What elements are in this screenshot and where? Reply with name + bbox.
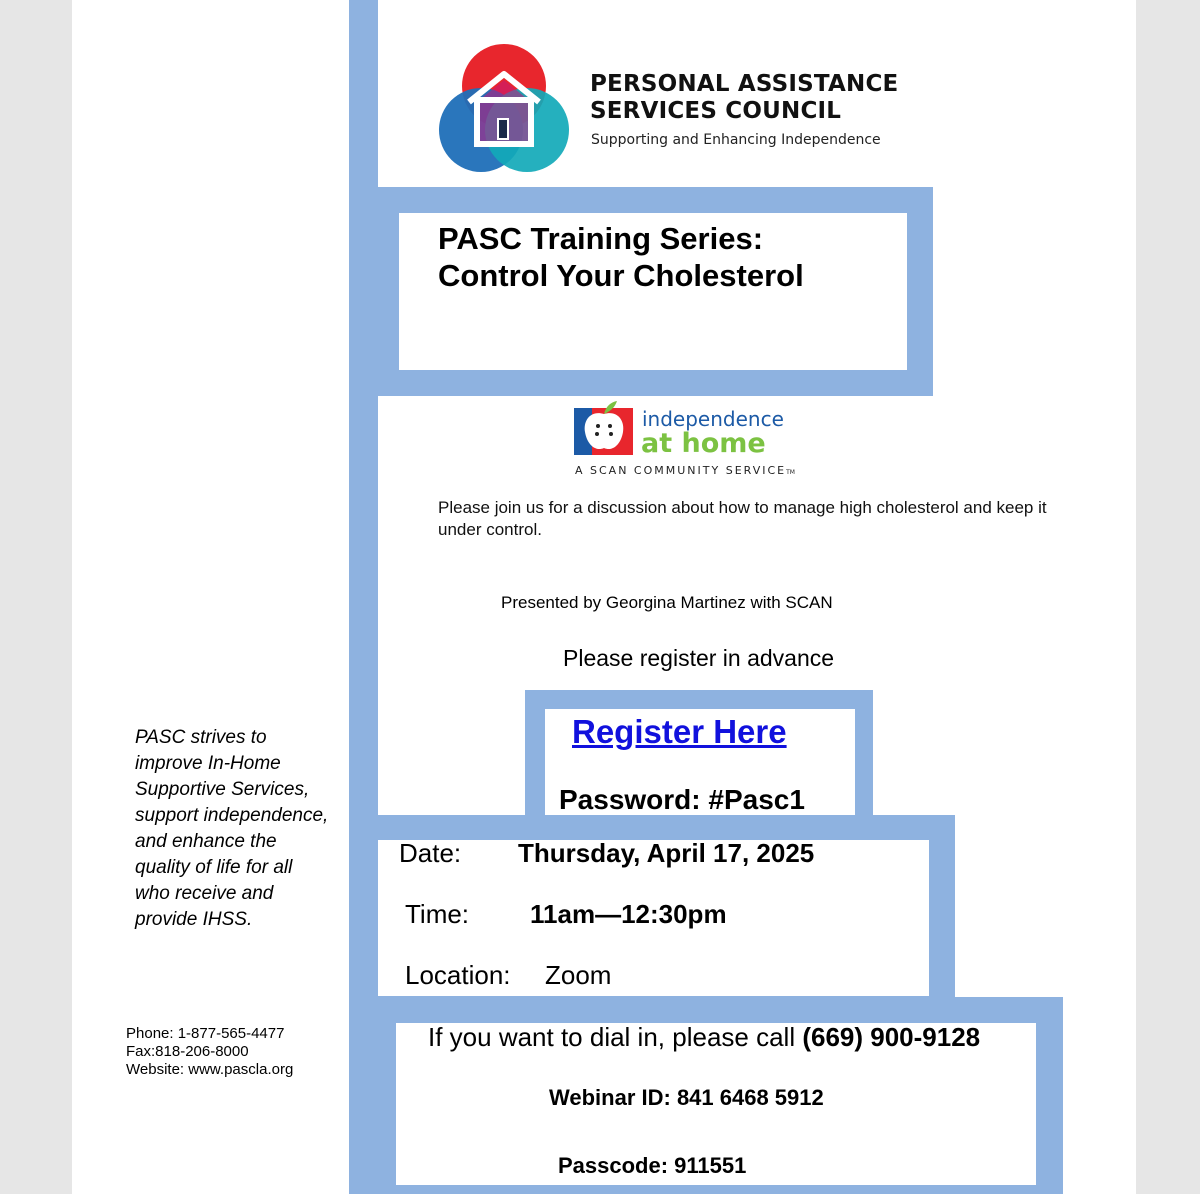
mission-line: and enhance the [135, 831, 277, 852]
contact-fax: Fax:818-206-8000 [126, 1043, 249, 1060]
webinar-id: Webinar ID: 841 6468 5912 [549, 1085, 824, 1110]
independence-at-home-logo [573, 398, 635, 458]
iah-line1: independence [642, 407, 784, 431]
mission-line: support independence, [135, 805, 329, 826]
iah-tm: TM [786, 469, 795, 476]
flyer-page [72, 0, 1136, 1194]
presenter-line: Presented by Georgina Martinez with SCAN [501, 593, 833, 612]
location-label: Location: [405, 960, 511, 990]
contact-phone: Phone: 1-877-565-4477 [126, 1025, 285, 1042]
location-value: Zoom [545, 960, 612, 990]
iah-line2: at home [641, 428, 766, 459]
register-here-link[interactable]: Register Here [572, 713, 787, 750]
iah-tagline: A SCAN COMMUNITY SERVICE [575, 464, 787, 477]
mission-statement [135, 725, 328, 933]
time-label: Time: [405, 899, 470, 929]
mission-line: quality of life for all [135, 857, 293, 878]
dial-in-prefix: If you want to dial in, please call [428, 1022, 803, 1052]
iah-line3 [575, 464, 795, 477]
event-title-line2: Control Your Cholesterol [438, 258, 804, 293]
time-value: 11am—12:30pm [530, 899, 727, 929]
mission-line: who receive and [135, 883, 274, 904]
org-name-line1: PERSONAL ASSISTANCE [590, 71, 899, 97]
dial-in-phone: (669) 900-9128 [802, 1022, 981, 1052]
dial-in-line [428, 1022, 980, 1053]
contact-website[interactable]: Website: www.pascla.org [126, 1061, 294, 1078]
date-label: Date: [399, 838, 462, 868]
org-name-line2: SERVICES COUNCIL [590, 98, 842, 124]
mission-line: PASC strives to [135, 727, 267, 748]
org-tagline: Supporting and Enhancing Independence [591, 132, 881, 148]
date-value: Thursday, April 17, 2025 [518, 838, 815, 868]
pasc-logo [437, 42, 572, 174]
mission-line: provide IHSS. [135, 909, 253, 930]
password-label: Password: #Pasc1 [559, 784, 805, 815]
mission-line: Supportive Services, [135, 779, 310, 800]
passcode: Passcode: 911551 [558, 1153, 747, 1178]
contact-info [126, 1025, 293, 1079]
event-description: Please join us for a discussion about how to manage high cholesterol and keep it under control. [438, 498, 1047, 539]
register-prompt: Please register in advance [563, 645, 835, 671]
mission-line: improve In-Home [135, 753, 281, 774]
event-title-line1: PASC Training Series: [438, 221, 764, 256]
